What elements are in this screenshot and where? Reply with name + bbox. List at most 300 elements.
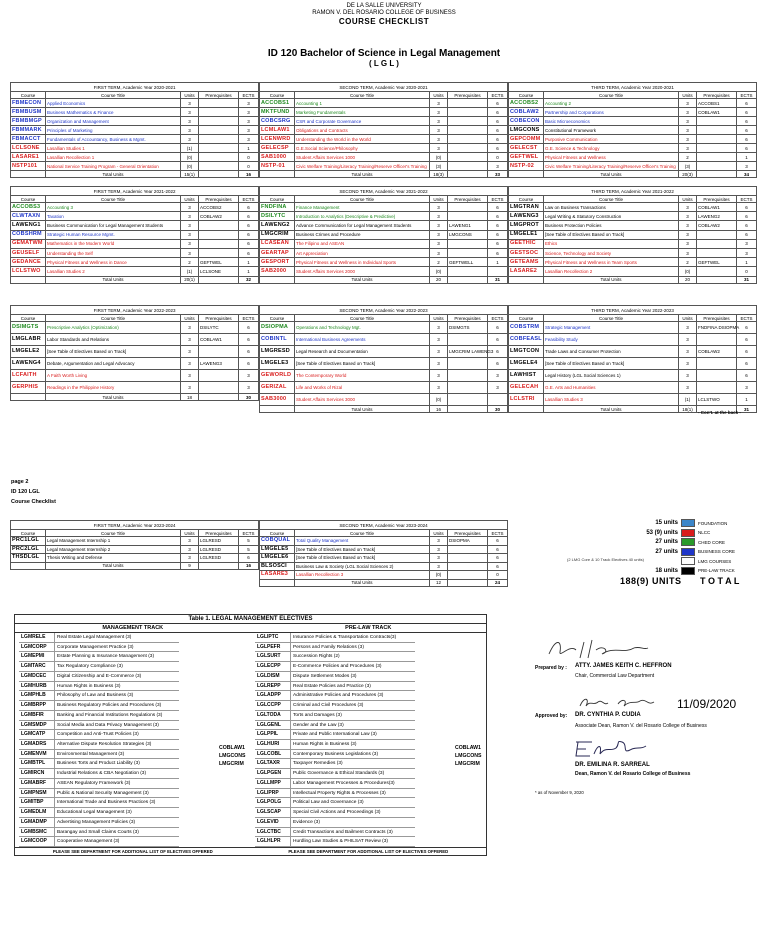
total-spacer xyxy=(199,394,239,401)
course-prereq: GEFTWEL xyxy=(697,258,737,267)
elective-code: LGMBFIR xyxy=(19,711,55,720)
course-units: 2 xyxy=(430,258,448,267)
course-ects: 3 xyxy=(239,126,259,135)
elective-row xyxy=(255,662,415,672)
title-col-header: Course Title xyxy=(46,92,181,99)
elective-title: Banking and Financial Institutions Regulations (3) xyxy=(57,712,163,718)
course-code: GEUSELF xyxy=(11,248,46,257)
course-code: GELECAH xyxy=(509,382,544,394)
elective-row xyxy=(19,808,179,818)
course-prereq: COBLAW2 xyxy=(697,221,737,230)
elective-code: LGLTAXR xyxy=(255,759,291,768)
course-ects: 3 xyxy=(239,382,259,394)
course-prereq xyxy=(448,117,488,126)
course-code: LASARE2 xyxy=(509,267,544,276)
course-row xyxy=(11,162,259,171)
elective-code: LGLCCPP xyxy=(255,701,291,710)
course-units: 3 xyxy=(679,117,697,126)
course-prereq: COBLAW1 xyxy=(697,203,737,212)
course-code: GESTSOC xyxy=(509,248,544,257)
total-units-value: 20(1) xyxy=(181,276,199,283)
elective-title: Contemporary Business Legislations (3) xyxy=(293,751,379,757)
course-units: 3 xyxy=(679,358,697,370)
elective-row xyxy=(19,691,179,701)
course-ects: 1 xyxy=(737,394,757,406)
course-code: DSIOPMA xyxy=(260,322,295,334)
course-units: 3 xyxy=(181,358,199,370)
course-prereq xyxy=(697,358,737,370)
term-heading: SECOND TERM, Academic Year 2023-2024 xyxy=(260,521,508,530)
elective-title: Persons and Family Relations (3) xyxy=(293,644,364,650)
term-table xyxy=(10,186,259,284)
term-heading: FIRST TERM, Academic Year 2021-2022 xyxy=(11,187,259,196)
course-units: 3 xyxy=(430,554,448,563)
course-row xyxy=(260,117,508,126)
course-code: LAWENG4 xyxy=(11,358,46,370)
course-prereq xyxy=(448,212,488,221)
course-title: Accounting 3 xyxy=(46,203,181,212)
course-ects: 6 xyxy=(239,248,259,257)
course-prereq xyxy=(448,394,488,406)
course-row xyxy=(11,153,259,162)
course-units: 3 xyxy=(430,203,448,212)
elective-code: LGMEPMI xyxy=(19,652,55,661)
units-col-header: Units xyxy=(679,315,697,322)
course-row xyxy=(11,108,259,117)
course-row xyxy=(11,221,259,230)
course-ects: 6 xyxy=(239,221,259,230)
course-prereq xyxy=(697,334,737,346)
units-col-header: Units xyxy=(430,196,448,203)
total-ects-value: 16 xyxy=(239,562,259,569)
course-units: 3 xyxy=(679,370,697,382)
course-prereq: LCLSTWO xyxy=(697,394,737,406)
course-code: ACCOBS2 xyxy=(509,99,544,108)
course-title: Prescriptive Analytics (Optimization) xyxy=(46,322,181,334)
elective-title: Gender and the Law (3) xyxy=(293,722,344,728)
course-code: SAB2000 xyxy=(260,267,295,276)
course-row xyxy=(11,370,259,382)
elective-title: Private and Public International Law (3) xyxy=(293,732,377,738)
course-title: Constitutional Framework xyxy=(544,126,679,135)
units-col-header: Units xyxy=(181,315,199,322)
course-code: LMGELE6 xyxy=(260,554,295,563)
elective-title: Business Regulatory Policies and Procedures (3) xyxy=(57,703,162,709)
course-ects: 6 xyxy=(488,537,508,546)
course-title: Business Communication for Legal Management Students xyxy=(46,221,181,230)
course-prereq: FNDFINA DSIOPMA xyxy=(697,322,737,334)
course-row xyxy=(260,545,508,554)
course-code: GEDANCE xyxy=(11,258,46,267)
course-ects: 6 xyxy=(239,230,259,239)
course-ects: 5 xyxy=(239,545,259,554)
prepared-by-label: Prepared by : xyxy=(535,665,567,671)
elective-title: Industrial Relations & CBA Negotiation (3) xyxy=(57,771,147,777)
course-ects: 6 xyxy=(737,203,757,212)
summary-label: PRE-LAW TRACK xyxy=(698,568,735,573)
course-ects: 6 xyxy=(239,346,259,358)
course-title: Purposive Communication xyxy=(544,135,679,144)
course-title: National Service Training Program - General Orientation xyxy=(46,162,181,171)
elective-title: Philosophy of Law and Business (3) xyxy=(57,693,134,699)
course-code: COBLAW2 xyxy=(509,108,544,117)
elective-row xyxy=(19,769,179,779)
course-ects: 6 xyxy=(488,203,508,212)
course-row xyxy=(11,99,259,108)
course-ects: 6 xyxy=(488,239,508,248)
summary-units: 27 units xyxy=(655,548,678,555)
course-ects: 1 xyxy=(239,267,259,276)
course-title: Legal History (LGL Social Sciences 1) xyxy=(544,370,679,382)
summary-color-swatch xyxy=(681,519,695,527)
course-prereq xyxy=(697,126,737,135)
course-units: 3 xyxy=(181,221,199,230)
course-row xyxy=(260,358,508,370)
course-code: ACCOBS1 xyxy=(260,99,295,108)
course-units: 3 xyxy=(181,203,199,212)
elective-title: E-Commerce Policies and Procedures (3) xyxy=(293,664,382,670)
elective-title: Dispute Settlement Modes (3) xyxy=(293,673,357,679)
title-col-header: Course Title xyxy=(544,92,679,99)
course-prereq xyxy=(697,144,737,153)
course-ects: 3 xyxy=(488,370,508,382)
title-col-header: Course Title xyxy=(295,530,430,537)
course-row xyxy=(11,203,259,212)
summary-row xyxy=(618,548,735,556)
total-units-value: 18(3) xyxy=(430,171,448,178)
course-code: COBSHRM xyxy=(11,230,46,239)
course-prereq xyxy=(448,99,488,108)
course-units: (0) xyxy=(181,162,199,171)
elective-row xyxy=(19,721,179,731)
elective-code: LGMCATP xyxy=(19,730,55,739)
course-title: Strategic Management xyxy=(544,322,679,334)
total-spacer xyxy=(199,562,239,569)
course-units: 3 xyxy=(430,212,448,221)
course-units: (1) xyxy=(181,267,199,276)
course-title: Civic Welfare Training/Literacy Training/Reserve Officer's Training xyxy=(295,162,430,171)
elective-title: Insurance Policies & Transportation Contracts(3) xyxy=(293,635,397,640)
course-ects: 6 xyxy=(488,346,508,358)
total-ects-value: 30 xyxy=(488,406,508,413)
course-code: SAB3000 xyxy=(260,394,295,406)
elective-row xyxy=(19,652,179,662)
course-code: CLWTAXN xyxy=(11,212,46,221)
course-units: 3 xyxy=(430,346,448,358)
course-units: 3 xyxy=(679,144,697,153)
elective-code: LGLGENL xyxy=(255,721,291,730)
total-ects-value: 31 xyxy=(737,276,757,283)
course-prereq: LMGCONS xyxy=(448,230,488,239)
elective-code: LGMHURB xyxy=(19,682,55,691)
course-ects: 0 xyxy=(737,267,757,276)
total-spacer xyxy=(11,276,46,283)
elective-code: LGMBRPP xyxy=(19,701,55,710)
course-prereq xyxy=(448,267,488,276)
course-row xyxy=(11,554,259,563)
course-title: [See Table of Electives Based on Track] xyxy=(295,545,430,554)
course-prereq: LAWENG3 xyxy=(199,358,239,370)
elective-row xyxy=(255,750,415,760)
course-prereq xyxy=(199,153,239,162)
course-ects: 3 xyxy=(737,382,757,394)
course-prereq xyxy=(697,267,737,276)
elective-row xyxy=(255,721,415,731)
total-ects-value: 30 xyxy=(239,394,259,401)
term-heading: FIRST TERM, Academic Year 2020-2021 xyxy=(11,83,259,92)
course-prereq xyxy=(199,126,239,135)
total-units-value: 18(1) xyxy=(679,406,697,413)
course-prereq: DSIOPMA xyxy=(448,537,488,546)
total-units-label: Total Units xyxy=(46,276,181,283)
units-col-header: Units xyxy=(430,92,448,99)
ects-col-header: ECTS xyxy=(239,315,259,322)
total-spacer xyxy=(509,171,544,178)
course-code: LMGELE3 xyxy=(260,358,295,370)
elective-row xyxy=(255,798,415,808)
elective-row xyxy=(19,682,179,692)
course-col-header: Course xyxy=(509,92,544,99)
course-row xyxy=(11,382,259,394)
course-row xyxy=(260,135,508,144)
term-heading: THIRD TERM, Academic Year 2022-2023 xyxy=(509,306,757,315)
total-spacer xyxy=(448,406,488,413)
course-units: 2 xyxy=(181,258,199,267)
course-code: LAWENG1 xyxy=(11,221,46,230)
elective-row xyxy=(255,769,415,779)
ects-col-header: ECTS xyxy=(239,196,259,203)
course-ects: 3 xyxy=(737,248,757,257)
course-code: LMGRESD xyxy=(260,346,295,358)
total-ects-value: 31 xyxy=(488,276,508,283)
course-ects: 6 xyxy=(239,203,259,212)
elective-row xyxy=(255,779,415,789)
page2-program: ID 120 LGL xyxy=(11,489,40,495)
course-code: GETEAMS xyxy=(509,258,544,267)
course-units: 3 xyxy=(181,230,199,239)
summary-color-swatch xyxy=(681,538,695,546)
summary-units: 27 units xyxy=(655,539,678,545)
total-ects-value: 16 xyxy=(239,171,259,178)
course-code: NSTP-01 xyxy=(260,162,295,171)
course-ects xyxy=(488,394,508,406)
course-code: LMGTRAN xyxy=(509,203,544,212)
summary-color-swatch xyxy=(681,548,695,556)
heffron-signature xyxy=(544,636,654,662)
course-prereq xyxy=(697,153,737,162)
prereq-col-header: Prerequisites xyxy=(448,315,488,322)
course-prereq: GEFTWEL xyxy=(199,258,239,267)
course-title: Business Law & Society (LGL Social Sciences 2) xyxy=(295,562,430,571)
course-ects: 3 xyxy=(239,108,259,117)
course-prereq xyxy=(199,370,239,382)
course-prereq: LAWENG1 xyxy=(448,221,488,230)
course-prereq: DSIMGTS xyxy=(448,322,488,334)
course-prereq xyxy=(697,117,737,126)
elective-code: LGMRELE xyxy=(19,633,55,642)
elective-title: Real Estate Legal Management (3) xyxy=(57,635,132,640)
elective-code: LGMPHLB xyxy=(19,691,55,700)
elective-row xyxy=(255,682,415,692)
course-title: Understanding the Self xyxy=(46,248,181,257)
course-prereq: LGLRESD xyxy=(199,554,239,563)
elective-title: Hurdling Law Studies & PHILSAT Review (3) xyxy=(293,839,389,845)
course-units: 3 xyxy=(181,370,199,382)
course-units: 3 xyxy=(430,545,448,554)
course-units: 3 xyxy=(181,554,199,563)
total-spacer xyxy=(697,171,737,178)
course-title: Physical Fitness and Wellness in Team Sports xyxy=(544,258,679,267)
course-ects: 6 xyxy=(737,370,757,382)
elective-code: LGLIPTC xyxy=(255,633,291,642)
course-row xyxy=(11,537,259,546)
course-row xyxy=(260,562,508,571)
course-prereq xyxy=(448,382,488,394)
course-ects: 6 xyxy=(239,334,259,346)
course-title: Organization and Management xyxy=(46,117,181,126)
total-ects-value: 31 xyxy=(737,406,757,413)
elective-code: LGMDCEC xyxy=(19,672,55,681)
total-units-value: 18 xyxy=(181,394,199,401)
total-spacer xyxy=(260,171,295,178)
course-ects: 1 xyxy=(488,258,508,267)
units-col-header: Units xyxy=(679,196,697,203)
course-row xyxy=(509,126,757,135)
course-col-header: Course xyxy=(509,196,544,203)
course-title: Art Appreciation xyxy=(295,248,430,257)
course-row xyxy=(509,108,757,117)
course-prereq: ACCOBS1 xyxy=(697,99,737,108)
prepared-by-name: ATTY. JAMES KEITH C. HEFFRON xyxy=(575,663,672,669)
course-row xyxy=(260,267,508,276)
elective-title: Estate Planning & Insurance Management (3) xyxy=(57,654,155,660)
course-ects: 6 xyxy=(737,346,757,358)
elective-title: Real Estate Policies and Practice (3) xyxy=(293,683,371,689)
course-code: GERPHIS xyxy=(11,382,46,394)
term-heading: SECOND TERM, Academic Year 2021-2022 xyxy=(260,187,508,196)
course-code: LAWENG3 xyxy=(509,212,544,221)
course-units: 3 xyxy=(181,334,199,346)
elective-row xyxy=(255,789,415,799)
course-ects: 6 xyxy=(737,126,757,135)
course-units: 3 xyxy=(430,230,448,239)
course-title: Marketing Fundamentals xyxy=(295,108,430,117)
course-units: 3 xyxy=(430,358,448,370)
course-units: 3 xyxy=(181,322,199,334)
course-row xyxy=(260,144,508,153)
course-units: 3 xyxy=(181,346,199,358)
elective-code: LGLADPP xyxy=(255,691,291,700)
total-ects-value: 24 xyxy=(488,579,508,586)
elective-title: International Trade and Business Practices (3) xyxy=(57,800,156,806)
term-table xyxy=(259,186,508,284)
course-code: LMGELE4 xyxy=(509,358,544,370)
course-ects: 3 xyxy=(488,162,508,171)
course-row xyxy=(11,126,259,135)
summary-label: FOUNDATION xyxy=(698,520,728,526)
course-title: Legal Management Internship 2 xyxy=(46,545,181,554)
course-prereq xyxy=(199,117,239,126)
prereq-col-header: Prerequisites xyxy=(697,92,737,99)
course-units: 3 xyxy=(181,135,199,144)
course-units: 3 xyxy=(181,537,199,546)
course-row xyxy=(509,203,757,212)
elective-row xyxy=(19,711,179,721)
course-code: COBCSRG xyxy=(260,117,295,126)
course-units: 3 xyxy=(679,99,697,108)
course-units: 3 xyxy=(430,135,448,144)
elective-row xyxy=(19,730,179,740)
course-code: FBMECON xyxy=(11,99,46,108)
total-spacer xyxy=(11,394,46,401)
course-title: [See Table of Electives Based on Track] xyxy=(295,554,430,563)
elective-row xyxy=(255,759,415,769)
course-ects: 3 xyxy=(239,135,259,144)
elective-row xyxy=(19,818,179,828)
total-spacer xyxy=(509,276,544,283)
title-col-header: Course Title xyxy=(46,530,181,537)
course-units: 3 xyxy=(679,221,697,230)
course-title: Civic Welfare Training/Literacy Training/Reserve Officer's Training xyxy=(544,162,679,171)
prereq-col-header: Prerequisites xyxy=(448,92,488,99)
elective-title: Human Rights in Business (3) xyxy=(293,742,357,747)
course-ects: 6 xyxy=(239,239,259,248)
elective-title: Credit Transactions and Bailment Contracts (3) xyxy=(293,829,393,835)
course-code: DSIMGTS xyxy=(11,322,46,334)
elective-row xyxy=(255,740,415,750)
course-title: Lasallian Studies 1 xyxy=(46,144,181,153)
course-title: Thesis Writing and Defense xyxy=(46,554,181,563)
course-code: LMGELE5 xyxy=(260,545,295,554)
total-spacer xyxy=(448,276,488,283)
elective-row xyxy=(255,730,415,740)
elective-title: Digital Citizenship and E-Commerce (3) xyxy=(57,673,142,679)
course-code: SAB1000 xyxy=(260,153,295,162)
course-ects: 3 xyxy=(239,370,259,382)
course-units: 3 xyxy=(679,126,697,135)
course-prereq xyxy=(448,334,488,346)
course-row xyxy=(260,239,508,248)
course-col-header: Course xyxy=(11,196,46,203)
course-prereq xyxy=(199,230,239,239)
total-units-value: 20 xyxy=(430,276,448,283)
term-table xyxy=(10,82,259,178)
summary-label: LMG COURSES xyxy=(698,558,732,564)
elective-row xyxy=(255,711,415,721)
course-row xyxy=(11,322,259,334)
course-ects: 0 xyxy=(488,571,508,580)
course-units: 3 xyxy=(679,346,697,358)
course-code: LCLSTWO xyxy=(11,267,46,276)
course-col-header: Course xyxy=(11,530,46,537)
course-units: (0) xyxy=(430,267,448,276)
course-title: Physical Fitness and Wellness xyxy=(544,153,679,162)
course-ects: 6 xyxy=(488,358,508,370)
course-prereq: COBLAW2 xyxy=(697,346,737,358)
elective-prerequisite: LMGCONS xyxy=(455,753,482,759)
title-col-header: Course Title xyxy=(46,196,181,203)
course-prereq: GEFTWELL xyxy=(448,258,488,267)
ects-col-header: ECTS xyxy=(737,92,757,99)
elective-code: LGLREPP xyxy=(255,682,291,691)
course-code: FBMMARK xyxy=(11,126,46,135)
course-row xyxy=(260,221,508,230)
elective-code: LGMBTPL xyxy=(19,759,55,768)
elective-code: LGMTARC xyxy=(19,662,55,671)
course-code: GELECSP xyxy=(260,144,295,153)
course-prereq xyxy=(697,162,737,171)
elective-title: Evidence (3) xyxy=(293,819,320,825)
